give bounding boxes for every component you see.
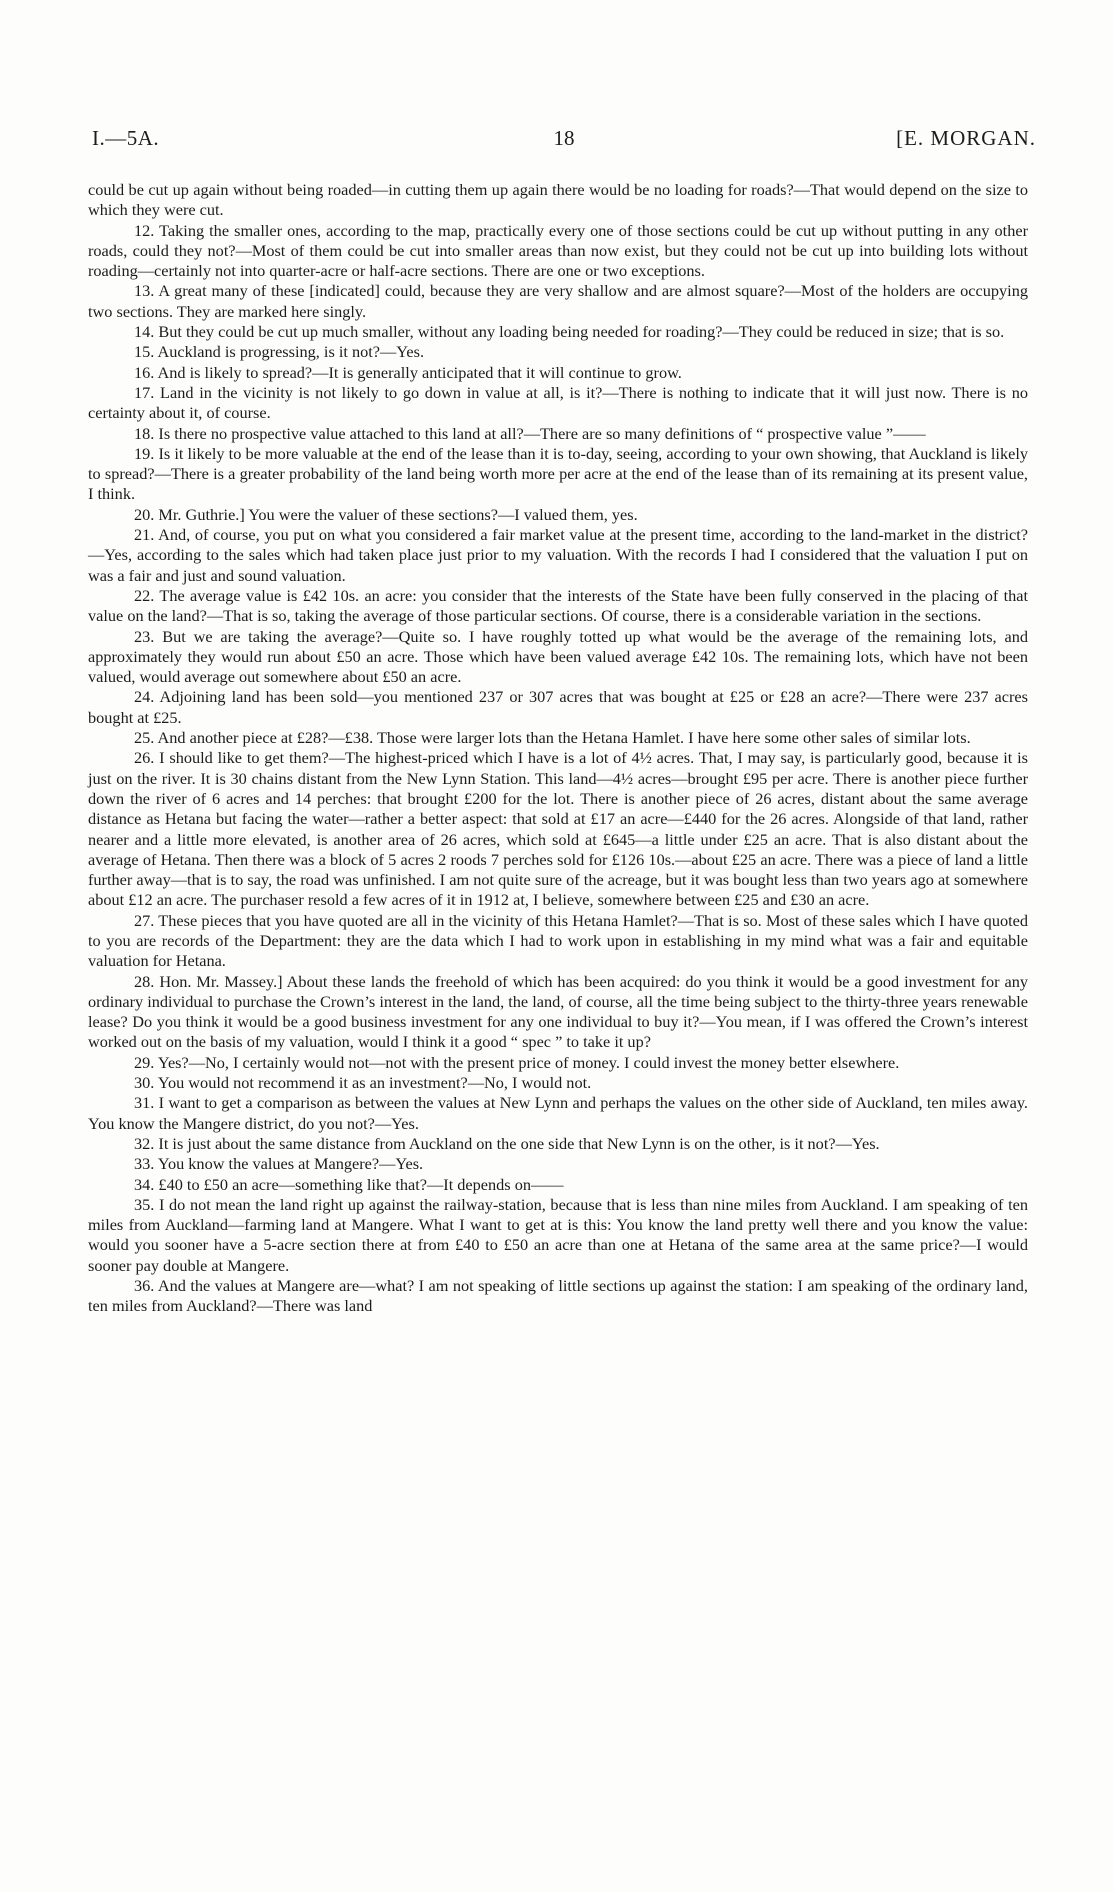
- paragraph: 28. Hon. Mr. Massey.] About these lands the freehold of which has been acquired: do you think it would be a good investment for any ordinary individual to purchase the Crown’s interest in the land, the land, of course, all the time being subject to the thirty-three years renewable lease? Do you think it would be a good business investment for any one individual to buy it?—You mean, if I was offered the Crown’s interest worked out on the basis of my valuation, would I think it a good “ spec ” to take it up?: [88, 971, 1028, 1052]
- paragraph: 32. It is just about the same distance from Auckland on the one side that New Lynn is on the other, is it not?—Yes.: [134, 1133, 880, 1153]
- paragraph: 12. Taking the smaller ones, according to the map, practically every one of those sections could be cut up without putting in any other roads, could they not?—Most of them could be cut into smaller areas than now exist, but they could not be cut up into building lots without roading—certainly not into quarter-acre or half-acre sections. There are one or two exceptions.: [88, 220, 1028, 281]
- page-header: [92, 126, 1036, 156]
- paragraph: 31. I want to get a comparison as between the values at New Lynn and perhaps the values on the other side of Auckland, ten miles away. You know the Mangere district, do you not?—Yes.: [88, 1093, 1028, 1133]
- paragraph: 25. And another piece at £28?—£38. Those were larger lots than the Hetana Hamlet. I have here some other sales of similar lots.: [134, 728, 971, 748]
- testimony-body: [88, 180, 1028, 1317]
- paragraph: 36. And the values at Mangere are—what? I am not speaking of little sections up against the station: I am speaking of the ordinary land, ten miles from Auckland?—There was land: [88, 1276, 1028, 1316]
- paragraph: 18. Is there no prospective value attached to this land at all?—There are so many definitions of “ prospective value ”——: [134, 423, 926, 443]
- paragraph: 22. The average value is £42 10s. an acre: you consider that the interests of the State have been fully conserved in the placing of that value on the land?—That is so, taking the average of those particular sections. Of course, there is a considerable variation in the sections.: [88, 585, 1028, 626]
- paragraph: 26. I should like to get them?—The highest-priced which I have is a lot of 4½ acres. That, I may say, is particularly good, because it is just on the river. It is 30 chains distant from the New Lynn Station. This land—4½ acres—brought £95 per acre. There is another piece further down the river of 6 acres and 14 perches: that brought £200 for the lot. There is another piece of 26 acres, distant about the same average distance as Hetana but facing the water—rather a better aspect: that sold at £17 an acre—£440 for the 26 acres. Alongside of that land, rather nearer and a little more elevated, is another area of 26 acres, which sold at £645—a little under £25 an acre. That is also distant about the average of Hetana. Then there was a block of 5 acres 2 roods 7 perches sold for £126 10s.—about £25 an acre. There was a piece of land a little further away—that is to say, the road was unfinished. I am not quite sure of the acreage, but it was bought less than two years ago at somewhere about £12 an acre. The purchaser resold a few acres of it in 1912 at, I believe, somewhere between £25 and £30 an acre.: [88, 748, 1028, 910]
- paragraph: 35. I do not mean the land right up against the railway-station, because that is less than nine miles from Auckland. I am speaking of ten miles from Auckland—farming land at Mangere. What I want to get at is this: You know the land pretty well there and you know the value: would you sooner have a 5-acre section there at from £40 to £50 an acre than one at Hetana of the same area at the same price?—I would sooner pay double at Mangere.: [88, 1194, 1028, 1275]
- paragraph: 21. And, of course, you put on what you considered a fair market value at the present time, according to the land-market in the district?—Yes, according to the sales which had taken place just prior to my valuation. With the records I had I considered that the valuation I put on was a fair and just and sound valuation.: [88, 525, 1028, 585]
- paragraph: 27. These pieces that you have quoted are all in the vicinity of this Hetana Hamlet?—That is so. Most of these sales which I have quoted to you are records of the Department: they are the data which I had to work upon in establishing in my mind what was a fair and equitable valuation for Hetana.: [88, 910, 1028, 971]
- witness-name: [E. MORGAN.: [896, 126, 1036, 150]
- paragraph: 24. Adjoining land has been sold—you mentioned 237 or 307 acres that was bought at £25 or £28 an acre?—There were 237 acres bought at £25.: [88, 687, 1028, 727]
- paragraph: 16. And is likely to spread?—It is generally anticipated that it will continue to grow.: [134, 362, 682, 382]
- paragraph: 33. You know the values at Mangere?—Yes.: [134, 1154, 424, 1174]
- paragraph: 17. Land in the vicinity is not likely to go down in value at all, is it?—There is nothing to indicate that it will just now. There is no certainty about it, of course.: [88, 382, 1028, 423]
- paragraph: 19. Is it likely to be more valuable at the end of the lease than it is to-day, seeing, according to your own showing, that Auckland is likely to spread?—There is a greater probability of the land being worth more per acre at the end of the lease than of its remaining at its present value, I think.: [88, 443, 1028, 504]
- paragraph: 29. Yes?—No, I certainly would not—not with the present price of money. I could invest the money better elsewhere.: [134, 1052, 900, 1072]
- paragraph: 34. £40 to £50 an acre—something like that?—It depends on——: [134, 1174, 564, 1194]
- paragraph: 23. But we are taking the average?—Quite so. I have roughly totted up what would be the average of the remaining lots, and approximately they would run about £50 an acre. Those which have been valued average £42 10s. The remaining lots, which have not been valued, would average out somewhere about £50 an acre.: [88, 626, 1028, 687]
- paragraph: 20. Mr. Guthrie.] You were the valuer of these sections?—I valued them, yes.: [134, 504, 638, 524]
- paragraph: 15. Auckland is progressing, is it not?—Yes.: [134, 342, 425, 362]
- report-reference: I.—5A.: [92, 126, 160, 150]
- paragraph: could be cut up again without being roaded—in cutting them up again there would be no loading for roads?—That would depend on the size to which they were cut.: [88, 180, 1028, 220]
- paragraph: 30. You would not recommend it as an investment?—No, I would not.: [134, 1073, 592, 1093]
- paragraph: 13. A great many of these [indicated] could, because they are very shallow and are almost square?—Most of the holders are occupying two sections. They are marked here singly.: [88, 281, 1028, 321]
- paragraph: 14. But they could be cut up much smaller, without any loading being needed for roading?—They could be reduced in size; that is so.: [134, 322, 1005, 342]
- page-number: 18: [553, 126, 575, 150]
